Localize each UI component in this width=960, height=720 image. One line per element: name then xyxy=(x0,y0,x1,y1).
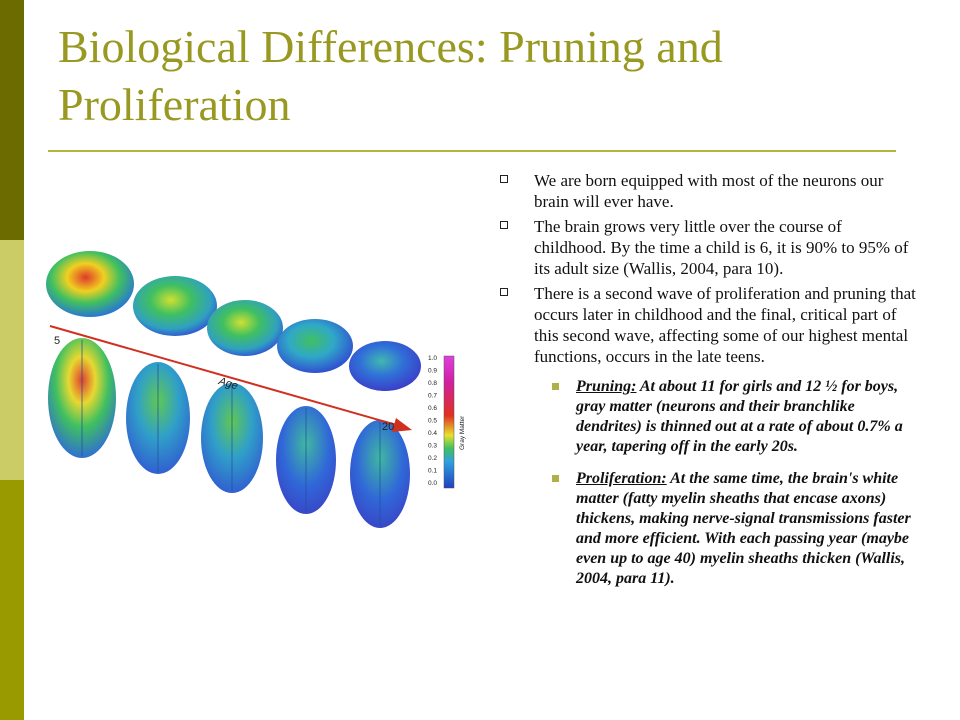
bullet-text: There is a second wave of proliferation and pruning that occurs later in childhood and the final, critical part of this second wave, affecting some of our highest mental functions, occurs in the late teens. xyxy=(534,284,916,366)
scale-tick: 0.6 xyxy=(428,405,438,412)
age-start-label: 5 xyxy=(54,335,61,347)
pruning-term: Pruning: xyxy=(576,378,637,395)
scale-tick: 0.3 xyxy=(428,442,438,450)
pruning-text: At about 11 for girls and 12 ½ for boys, gray matter (neurons and their branchlike dendrites) is thinned out at a rate of about 0.7% a year, tapering off in the early 20s. xyxy=(576,378,903,455)
bullet-text: The brain grows very little over the course of childhood. By the time a child is 6, it is 90% to 95% of its adult size (Wallis, 2004, para 10). xyxy=(534,217,909,278)
square-bullet-icon xyxy=(500,221,508,229)
slide-title: Biological Differences: Pruning and Proliferation xyxy=(58,21,723,130)
scale-tick: 0.4 xyxy=(428,430,438,437)
age-end-label: 20 xyxy=(382,421,395,433)
brain-lateral-2 xyxy=(133,276,217,336)
brain-development-figure xyxy=(40,248,470,538)
sub-bullet-list xyxy=(542,377,916,589)
sub-bullet-proliferation xyxy=(542,469,916,589)
slide-content xyxy=(496,170,916,601)
scale-tick: 0.9 xyxy=(428,367,438,375)
sub-bullet-pruning xyxy=(542,377,916,457)
scale-tick: 0.8 xyxy=(428,380,438,387)
bullet-item xyxy=(496,216,916,279)
scale-tick: 1.0 xyxy=(428,355,438,362)
scale-tick: 0.1 xyxy=(428,467,438,475)
brain-lateral-3 xyxy=(207,300,283,356)
filled-square-bullet-icon xyxy=(552,383,559,390)
square-bullet-icon xyxy=(500,288,508,296)
brain-lateral-5 xyxy=(349,341,421,391)
proliferation-term: Proliferation: xyxy=(576,470,667,487)
title-divider xyxy=(48,150,896,152)
brain-lateral-4 xyxy=(277,319,353,373)
sidebar-block-dark xyxy=(0,0,24,240)
scale-tick: 0.5 xyxy=(428,417,438,425)
bullet-text: We are born equipped with most of the neurons our brain will ever have. xyxy=(534,171,884,211)
scale-label: Gray Matter xyxy=(459,415,466,450)
square-bullet-icon xyxy=(500,175,508,183)
age-axis-label: Age xyxy=(217,375,240,393)
color-scale-bar xyxy=(444,356,454,488)
sidebar-block-light xyxy=(0,240,24,480)
sidebar-block-mid xyxy=(0,480,24,720)
scale-tick: 0.7 xyxy=(428,392,438,400)
bullet-item xyxy=(496,170,916,212)
bullet-item xyxy=(496,283,916,367)
color-scale-ticks xyxy=(428,355,437,487)
sidebar-decoration xyxy=(0,0,24,720)
age-arrow-head xyxy=(392,418,412,432)
scale-tick: 0.2 xyxy=(428,455,438,462)
proliferation-text: At the same time, the brain's white matter (fatty myelin sheaths that encase axons) thickens, making nerve-signal transmissions faster and more efficient. With each passing year (maybe even up to age 40) myelin sheaths thicken (Wallis, 2004, para 11). xyxy=(576,470,911,587)
filled-square-bullet-icon xyxy=(552,475,559,482)
brain-lateral-1 xyxy=(46,251,134,317)
scale-tick: 0.0 xyxy=(428,480,438,487)
